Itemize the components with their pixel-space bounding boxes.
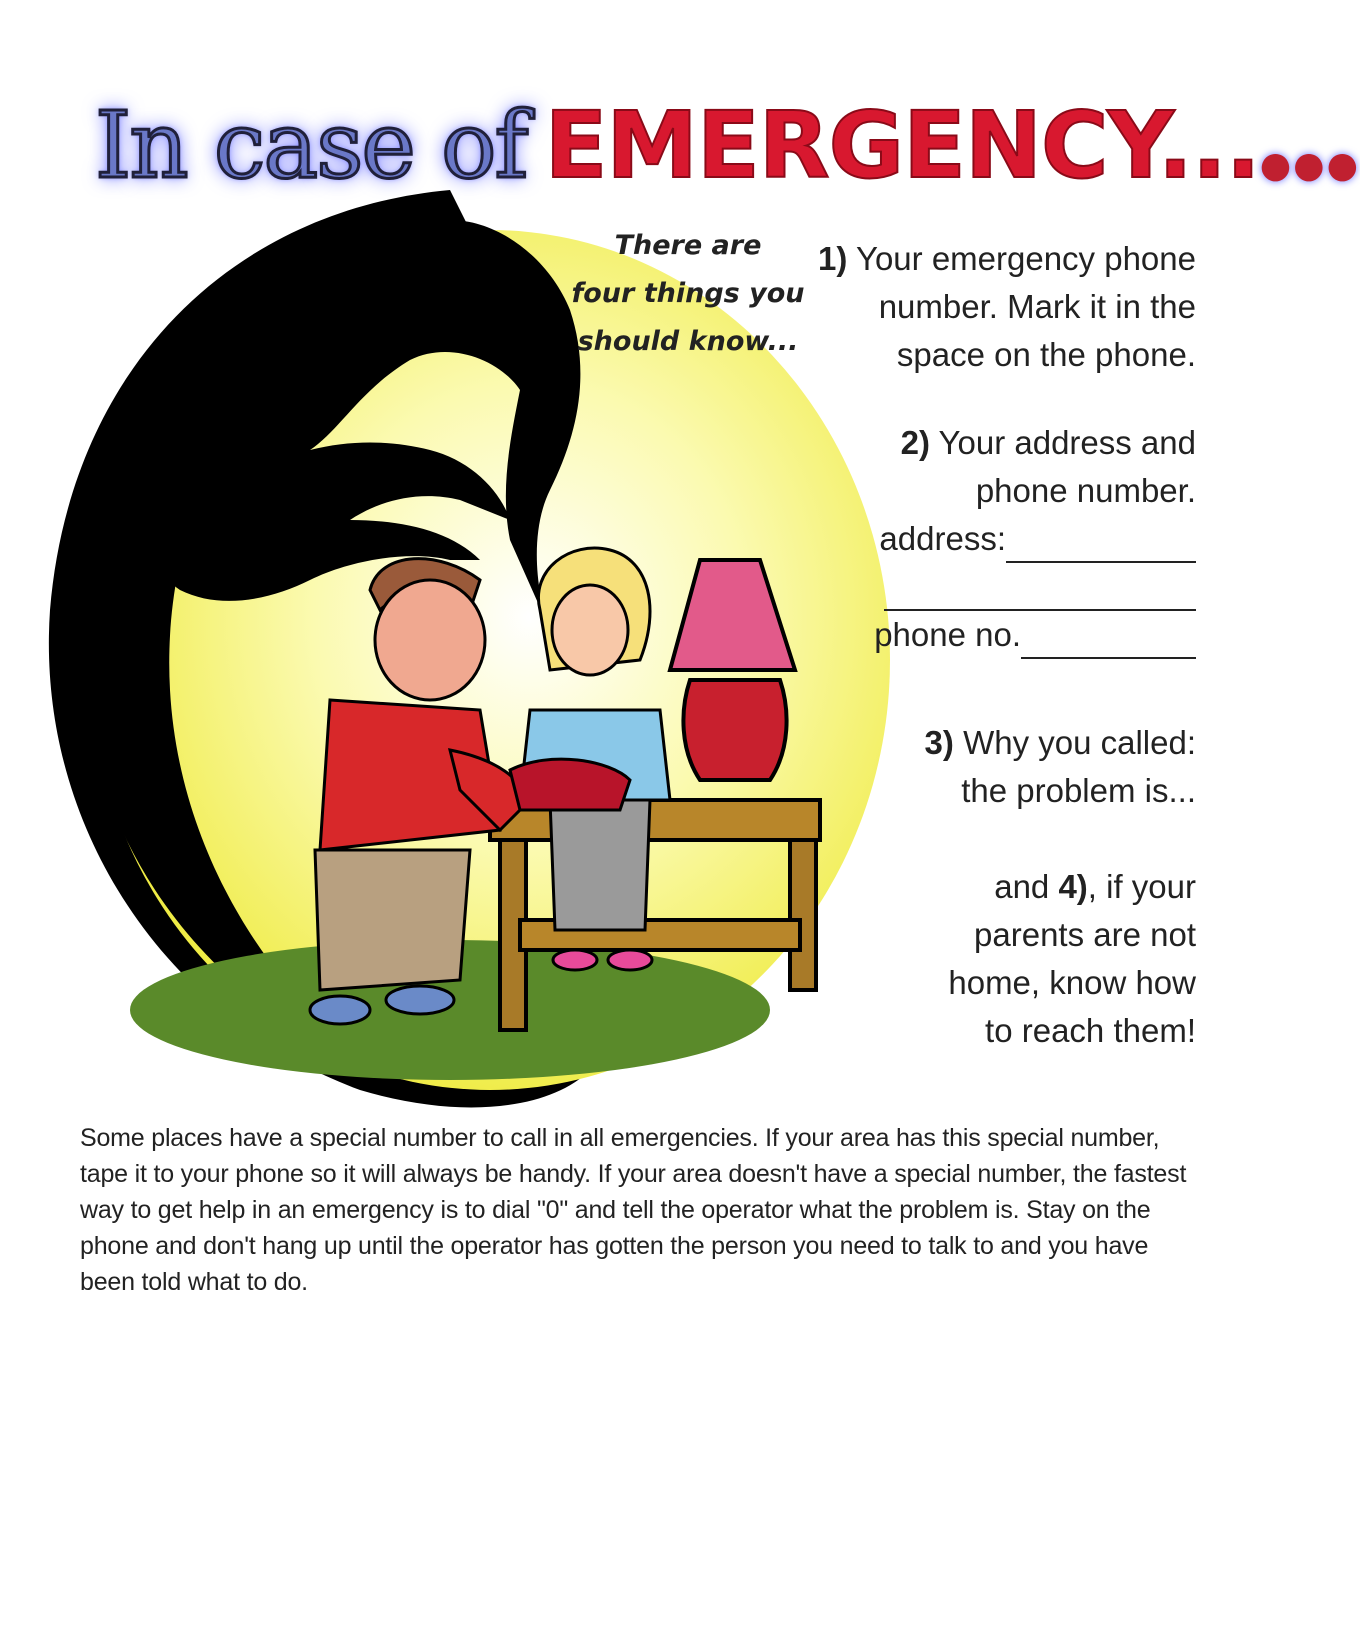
tip-1-line-3: space on the phone.: [896, 336, 1196, 373]
address-label: address:: [879, 520, 1006, 557]
address-field[interactable]: [1006, 531, 1196, 563]
tip-2: [776, 419, 1196, 659]
tip-3: [776, 719, 1196, 815]
tip-1-line-1: Your emergency phone: [855, 240, 1196, 277]
intro-line-2: four things you: [571, 278, 805, 309]
intro-line-3: should know...: [577, 326, 799, 357]
title-in-case-of: In case of: [95, 92, 527, 199]
tip-2-number: 2): [900, 424, 930, 461]
body-paragraph: Some places have a special number to call in all emergencies. If your area has this special number, tape it to your phone so it will always be handy. If your area doesn't have a special number, the fastest way to get help in an emergency is to dial "0" and tell the operator what the problem is. Stay on the phone and don't hang up until the operator has gotten the person you need to talk to and you have been told what to do.: [80, 1124, 1187, 1296]
tip-4-post: , if your: [1087, 868, 1196, 905]
tip-4-number: 4): [1058, 868, 1088, 905]
address-row-2: [776, 563, 1196, 611]
tip-1-line-2: number. Mark it in the: [878, 288, 1196, 325]
tip-1: [776, 235, 1196, 379]
tip-4-line-2: parents are not: [974, 916, 1196, 953]
tip-2-line-2: phone number.: [975, 472, 1196, 509]
tip-4-pre: and: [994, 868, 1050, 905]
address-row: [776, 515, 1196, 563]
phone-field[interactable]: [1021, 627, 1196, 659]
tip-3-number: 3): [924, 724, 954, 761]
tip-3-line-2: the problem is...: [961, 772, 1196, 809]
tip-1-number: 1): [818, 240, 848, 277]
phone-row: [776, 611, 1196, 659]
tip-4-line-3: home, know how: [948, 964, 1196, 1001]
tip-3-line-1: Why you called:: [963, 724, 1196, 761]
title-dots: ●●●: [1259, 145, 1360, 186]
tips-list: [776, 235, 1196, 1055]
address-field-line-2[interactable]: [884, 579, 1196, 611]
tip-2-line-1: Your address and: [938, 424, 1196, 461]
phone-label: phone no.: [874, 616, 1021, 653]
tip-4-line-4: to reach them!: [985, 1012, 1196, 1049]
intro-text: [568, 222, 808, 366]
title-emergency: EMERGENCY...: [544, 92, 1260, 199]
intro-line-1: There are: [614, 230, 762, 261]
tip-4: [776, 863, 1196, 1055]
